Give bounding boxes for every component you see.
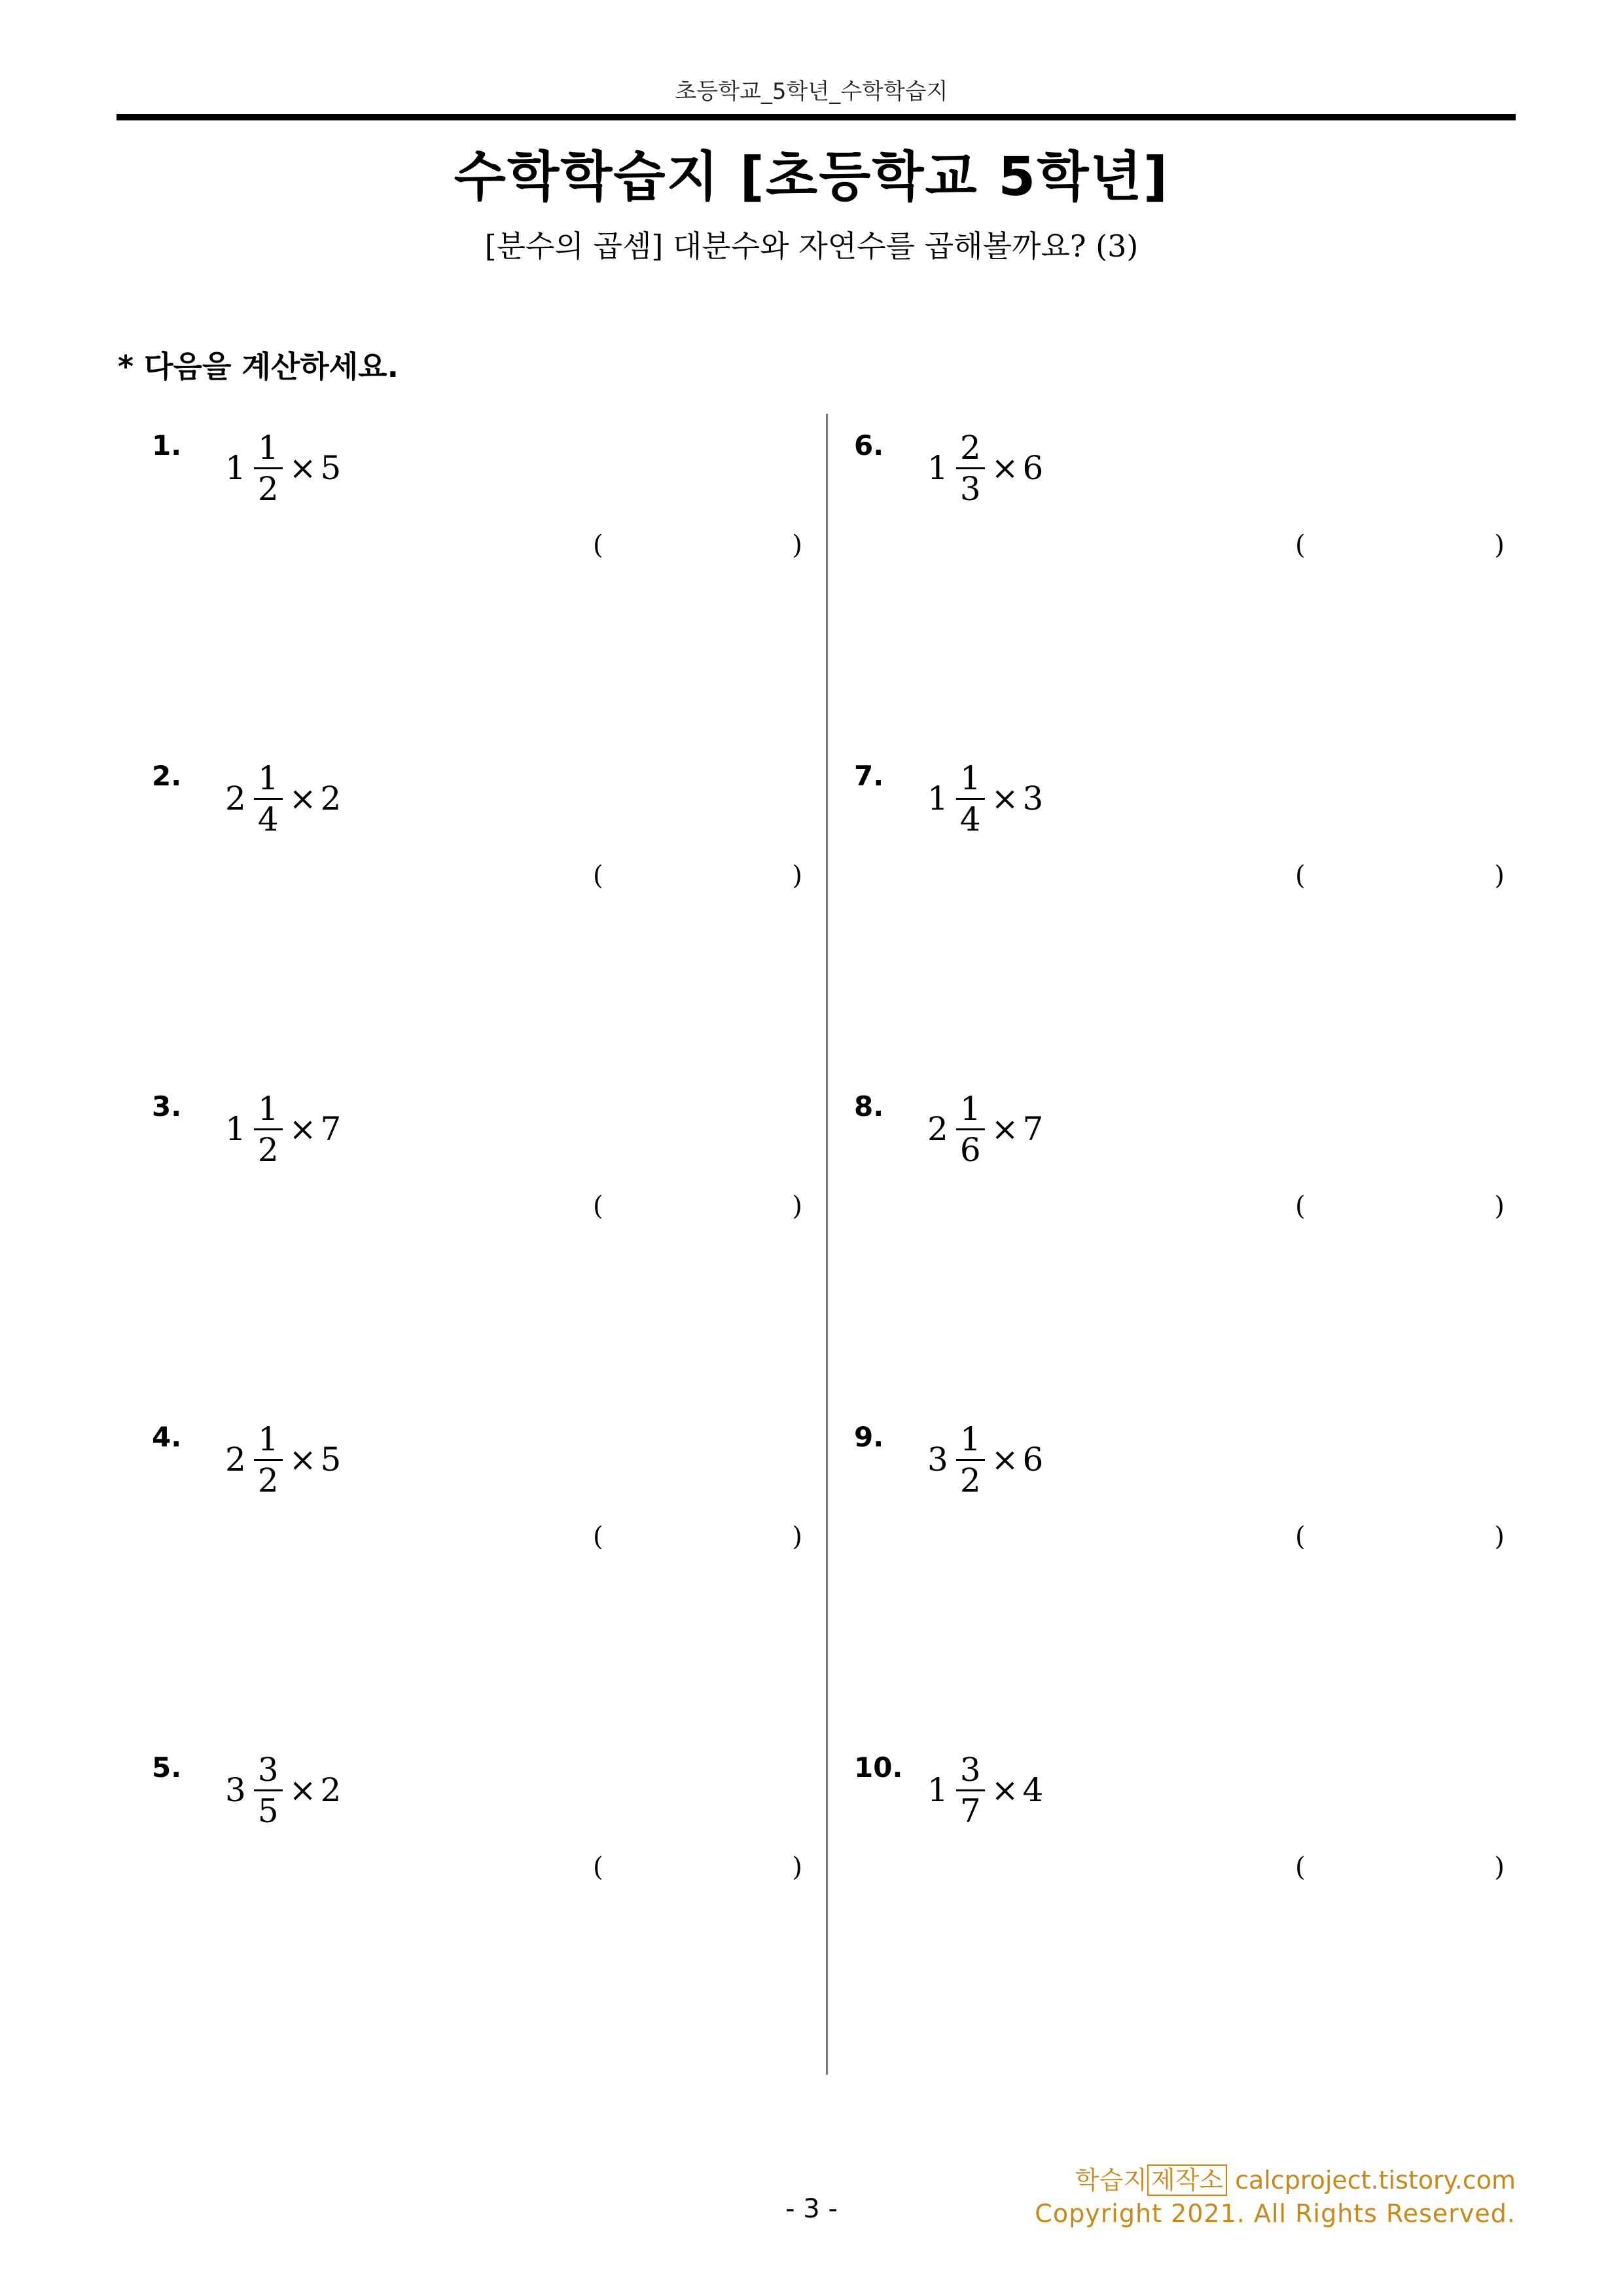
problem-item xyxy=(854,1741,1574,2003)
fraction xyxy=(956,428,985,509)
answer-open-paren: ( xyxy=(1295,1522,1306,1552)
fraction-numerator: 1 xyxy=(257,1420,279,1458)
page-title: 수학학습지 [초등학교 5학년] xyxy=(454,146,1169,208)
problem-number: 7. xyxy=(854,760,884,792)
brand-name: 학습지 xyxy=(1075,2166,1147,2195)
answer-close-paren: ) xyxy=(792,530,802,560)
fraction-numerator: 1 xyxy=(959,1089,981,1128)
answer-open-paren: ( xyxy=(593,530,603,560)
copyright-notice: Copyright 2021. All Rights Reserved. xyxy=(1035,2199,1516,2228)
problem-number: 6. xyxy=(854,429,884,461)
mixed-whole: 2 xyxy=(927,1110,948,1148)
fraction xyxy=(956,1750,985,1831)
multiplier: 2 xyxy=(320,780,342,817)
problem-expression xyxy=(927,1410,1043,1509)
answer-close-paren: ) xyxy=(792,1191,802,1221)
fraction xyxy=(956,759,985,839)
answer-open-paren: ( xyxy=(1295,861,1306,891)
problem-number: 5. xyxy=(152,1751,182,1784)
multiplier: 2 xyxy=(320,1771,342,1809)
problem-expression xyxy=(225,749,341,848)
problem-number: 4. xyxy=(152,1421,182,1453)
fraction xyxy=(956,1089,985,1170)
times-sign: × xyxy=(289,1771,317,1809)
fraction-denominator: 4 xyxy=(257,800,279,838)
answer-blank[interactable] xyxy=(593,530,802,569)
answer-open-paren: ( xyxy=(593,1191,603,1221)
problem-item xyxy=(152,1080,872,1342)
fraction-numerator: 1 xyxy=(959,759,981,797)
times-sign: × xyxy=(289,780,317,817)
problem-number: 3. xyxy=(152,1090,182,1122)
fraction xyxy=(254,759,283,839)
fraction-denominator: 5 xyxy=(257,1791,279,1830)
answer-close-paren: ) xyxy=(1494,1852,1505,1882)
fraction-denominator: 3 xyxy=(959,469,981,508)
times-sign: × xyxy=(991,780,1019,817)
fraction-denominator: 2 xyxy=(257,1130,279,1169)
fraction-denominator: 2 xyxy=(257,1461,279,1499)
answer-blank[interactable] xyxy=(593,1522,802,1561)
answer-close-paren: ) xyxy=(792,1852,802,1882)
problem-expression xyxy=(225,419,341,517)
problem-item xyxy=(854,1410,1574,1672)
header-rule xyxy=(116,114,1516,120)
times-sign: × xyxy=(991,1771,1019,1809)
answer-close-paren: ) xyxy=(792,1522,802,1552)
mixed-whole: 1 xyxy=(927,1771,948,1809)
mixed-whole: 1 xyxy=(225,1110,246,1148)
footer-brand xyxy=(1075,2160,1516,2196)
multiplier: 7 xyxy=(320,1110,342,1148)
fraction-numerator: 2 xyxy=(959,428,981,467)
times-sign: × xyxy=(289,1110,317,1148)
mixed-whole: 1 xyxy=(927,449,948,487)
fraction xyxy=(254,1420,283,1500)
fraction-numerator: 1 xyxy=(257,759,279,797)
instruction-text: * 다음을 계산하세요. xyxy=(118,349,399,384)
fraction-denominator: 6 xyxy=(959,1130,981,1169)
answer-blank[interactable] xyxy=(1295,530,1505,569)
fraction-denominator: 2 xyxy=(959,1461,981,1499)
multiplier: 5 xyxy=(320,1441,342,1479)
problem-item xyxy=(152,1410,872,1672)
multiplier: 6 xyxy=(1022,449,1044,487)
problem-expression xyxy=(225,1410,341,1509)
mixed-whole: 1 xyxy=(927,780,948,817)
fraction xyxy=(254,1750,283,1831)
fraction xyxy=(254,1089,283,1170)
answer-open-paren: ( xyxy=(593,1852,603,1882)
mixed-whole: 2 xyxy=(225,780,246,817)
problem-number: 8. xyxy=(854,1090,884,1122)
problem-item xyxy=(854,1080,1574,1342)
page-subtitle: [분수의 곱셈] 대분수와 자연수를 곱해볼까요? (3) xyxy=(484,228,1139,264)
problem-item xyxy=(854,749,1574,1011)
answer-blank[interactable] xyxy=(593,1191,802,1230)
answer-blank[interactable] xyxy=(1295,861,1505,900)
mixed-whole: 2 xyxy=(225,1441,246,1479)
fraction-numerator: 1 xyxy=(257,428,279,467)
problem-expression xyxy=(927,749,1043,848)
problem-item xyxy=(152,749,872,1011)
multiplier: 5 xyxy=(320,449,342,487)
mixed-whole: 3 xyxy=(927,1441,948,1479)
fraction-numerator: 3 xyxy=(257,1750,279,1789)
mixed-whole: 3 xyxy=(225,1771,246,1809)
brand-boxed-label: 제작소 xyxy=(1147,2164,1227,2196)
multiplier: 4 xyxy=(1022,1771,1044,1809)
problem-expression xyxy=(927,419,1043,517)
multiplier: 6 xyxy=(1022,1441,1044,1479)
answer-blank[interactable] xyxy=(593,1852,802,1892)
answer-blank[interactable] xyxy=(1295,1852,1505,1892)
multiplier: 3 xyxy=(1022,780,1044,817)
mixed-whole: 1 xyxy=(225,449,246,487)
answer-open-paren: ( xyxy=(593,1522,603,1552)
fraction-denominator: 7 xyxy=(959,1791,981,1830)
problem-item xyxy=(152,1741,872,2003)
problem-item xyxy=(854,419,1574,681)
fraction-denominator: 2 xyxy=(257,469,279,508)
answer-open-paren: ( xyxy=(1295,530,1306,560)
answer-open-paren: ( xyxy=(593,861,603,891)
times-sign: × xyxy=(991,449,1019,487)
answer-close-paren: ) xyxy=(1494,861,1505,891)
fraction-denominator: 4 xyxy=(959,800,981,838)
times-sign: × xyxy=(289,449,317,487)
times-sign: × xyxy=(991,1110,1019,1148)
problem-number: 9. xyxy=(854,1421,884,1453)
problem-expression xyxy=(225,1741,341,1839)
fraction xyxy=(956,1420,985,1500)
times-sign: × xyxy=(991,1441,1019,1479)
answer-close-paren: ) xyxy=(1494,1191,1505,1221)
brand-url: calcproject.tistory.com xyxy=(1226,2166,1516,2195)
fraction xyxy=(254,428,283,509)
multiplier: 7 xyxy=(1022,1110,1044,1148)
answer-open-paren: ( xyxy=(1295,1191,1306,1221)
problem-number: 2. xyxy=(152,760,182,792)
problem-expression xyxy=(225,1080,341,1178)
fraction-numerator: 1 xyxy=(257,1089,279,1128)
answer-blank[interactable] xyxy=(1295,1522,1505,1561)
answer-close-paren: ) xyxy=(1494,530,1505,560)
times-sign: × xyxy=(289,1441,317,1479)
problem-expression xyxy=(927,1080,1043,1178)
answer-open-paren: ( xyxy=(1295,1852,1306,1882)
answer-close-paren: ) xyxy=(792,861,802,891)
running-header: 초등학교_5학년_수학학습지 xyxy=(675,79,948,105)
page-number: - 3 - xyxy=(785,2194,838,2224)
answer-close-paren: ) xyxy=(1494,1522,1505,1552)
answer-blank[interactable] xyxy=(593,861,802,900)
answer-blank[interactable] xyxy=(1295,1191,1505,1230)
problem-number: 10. xyxy=(854,1751,903,1784)
problem-expression xyxy=(927,1741,1043,1839)
problem-number: 1. xyxy=(152,429,182,461)
problem-item xyxy=(152,419,872,681)
fraction-numerator: 3 xyxy=(959,1750,981,1789)
fraction-numerator: 1 xyxy=(959,1420,981,1458)
